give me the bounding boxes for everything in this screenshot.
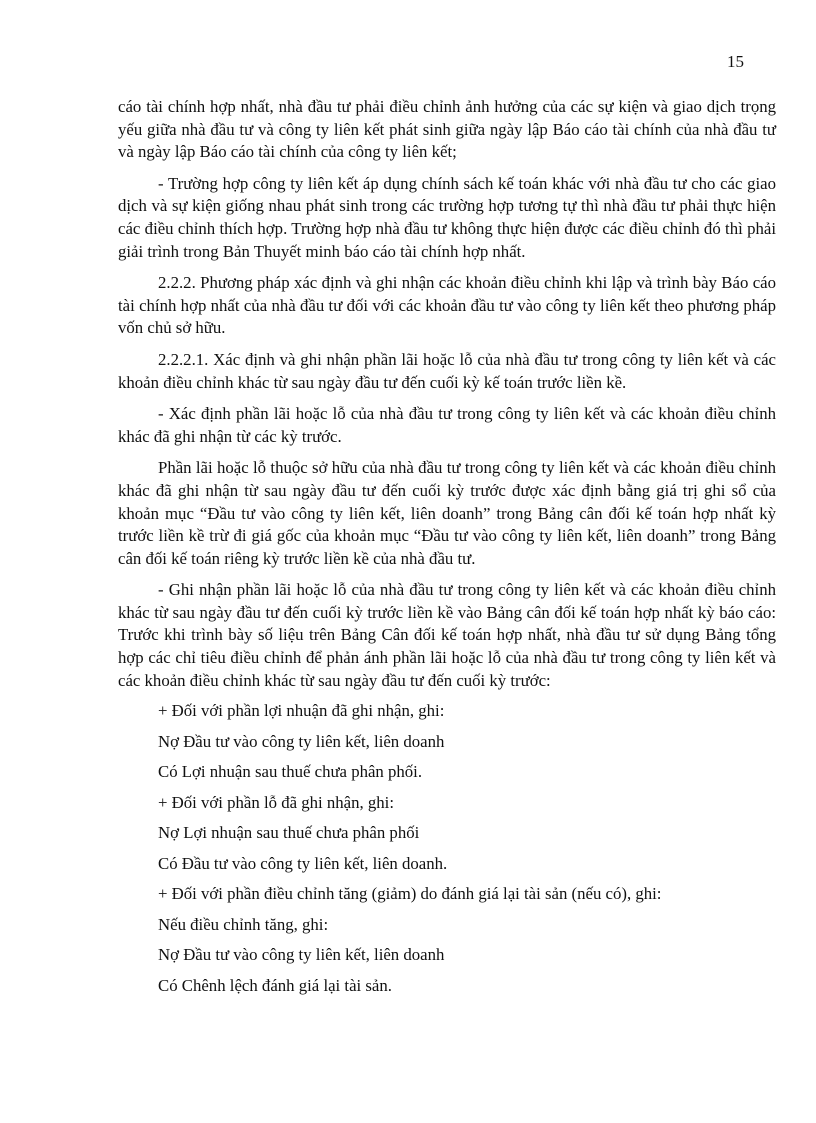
paragraph-determine-profit-loss: - Xác định phần lãi hoặc lỗ của nhà đầu tư trong công ty liên kết và các khoản điều chỉnh khác đã ghi nhận từ các kỳ trước.: [118, 404, 776, 446]
entry-profit-recognized: + Đối với phần lợi nhuận đã ghi nhận, ghi:: [158, 701, 445, 721]
page-body: [118, 96, 776, 997]
entry-credit-retained-earnings: Có Lợi nhuận sau thuế chưa phân phối.: [158, 762, 423, 782]
page-number: 15: [727, 52, 744, 71]
entry-debit-investment-2: Nợ Đầu tư vào công ty liên kết, liên doanh: [158, 945, 445, 965]
entry-credit-investment: Có Đầu tư vào công ty liên kết, liên doanh.: [158, 853, 448, 873]
section-heading-2-2-2-1: 2.2.2.1. Xác định và ghi nhận phần lãi hoặc lỗ của nhà đầu tư trong công ty liên kết và các khoản điều chỉnh khác từ sau ngày đầu tư đến cuối kỳ kế toán trước liền kề.: [118, 349, 776, 392]
entry-debit-investment: Nợ Đầu tư vào công ty liên kết, liên doanh: [158, 731, 445, 751]
entry-credit-revaluation-difference: Có Chênh lệch đánh giá lại tài sản.: [158, 975, 392, 995]
entry-revaluation-adjustment: + Đối với phần điều chỉnh tăng (giảm) do đánh giá lại tài sản (nếu có), ghi:: [158, 884, 662, 904]
section-heading-2-2-2: 2.2.2. Phương pháp xác định và ghi nhận các khoản điều chỉnh khi lập và trình bày Báo cáo tài chính hợp nhất của nhà đầu tư đối với các khoản đầu tư vào công ty liên kết theo phương pháp vốn chủ sở hữu.: [118, 273, 776, 338]
entry-debit-retained-earnings: Nợ Lợi nhuận sau thuế chưa phân phối: [158, 823, 420, 843]
entry-if-increase: Nếu điều chỉnh tăng, ghi:: [158, 914, 329, 934]
paragraph-record-profit-loss: - Ghi nhận phần lãi hoặc lỗ của nhà đầu tư trong công ty liên kết và các khoản điều chỉnh khác từ sau ngày đầu tư đến cuối kỳ trước liền kề vào Bảng cân đối kế toán hợp nhất kỳ báo cáo: Trước khi trình bày số liệu trên Bảng Cân đối kế toán hợp nhất, nhà đầu tư sử dụng Bảng tổng hợp các chỉ tiêu điều chỉnh để phản ánh phần lãi hoặc lỗ của nhà đầu tư trong công ty liên kết và các khoản điều chỉnh khác từ sau ngày đầu tư đến cuối kỳ trước:: [118, 580, 776, 690]
paragraph-different-policies: - Trường hợp công ty liên kết áp dụng chính sách kế toán khác với nhà đầu tư cho các giao dịch và sự kiện giống nhau phát sinh trong các trường hợp tương tự thì nhà đầu tư phải thực hiện các điều chỉnh thích hợp. Trường hợp nhà đầu tư không thực hiện được các điều chỉnh đó thì phải giải trình trong Bản Thuyết minh báo cáo tài chính hợp nhất.: [118, 173, 776, 261]
entry-loss-recognized: + Đối với phần lỗ đã ghi nhận, ghi:: [158, 792, 395, 812]
paragraph-continuation: cáo tài chính hợp nhất, nhà đầu tư phải điều chỉnh ảnh hưởng của các sự kiện và giao dịch trọng yếu giữa nhà đầu tư và công ty liên kết phát sinh giữa ngày lập Báo cáo tài chính của nhà đầu tư và ngày lập Báo cáo tài chính của công ty liên kết;: [118, 97, 776, 162]
paragraph-profit-loss-definition: Phần lãi hoặc lỗ thuộc sở hữu của nhà đầu tư trong công ty liên kết và các khoản điều chỉnh khác đã ghi nhận từ sau ngày đầu tư đến cuối kỳ trước được xác định bằng giá trị ghi sổ của khoản mục “Đầu tư vào công ty liên kết, liên doanh” trong Bảng cân đối kế toán hợp nhất kỳ trước liền kề trừ đi giá gốc của khoản mục “Đầu tư vào công ty liên kết, liên doanh” trong Bảng cân đối kế toán riêng kỳ trước liền kề của nhà đầu tư.: [118, 458, 776, 568]
